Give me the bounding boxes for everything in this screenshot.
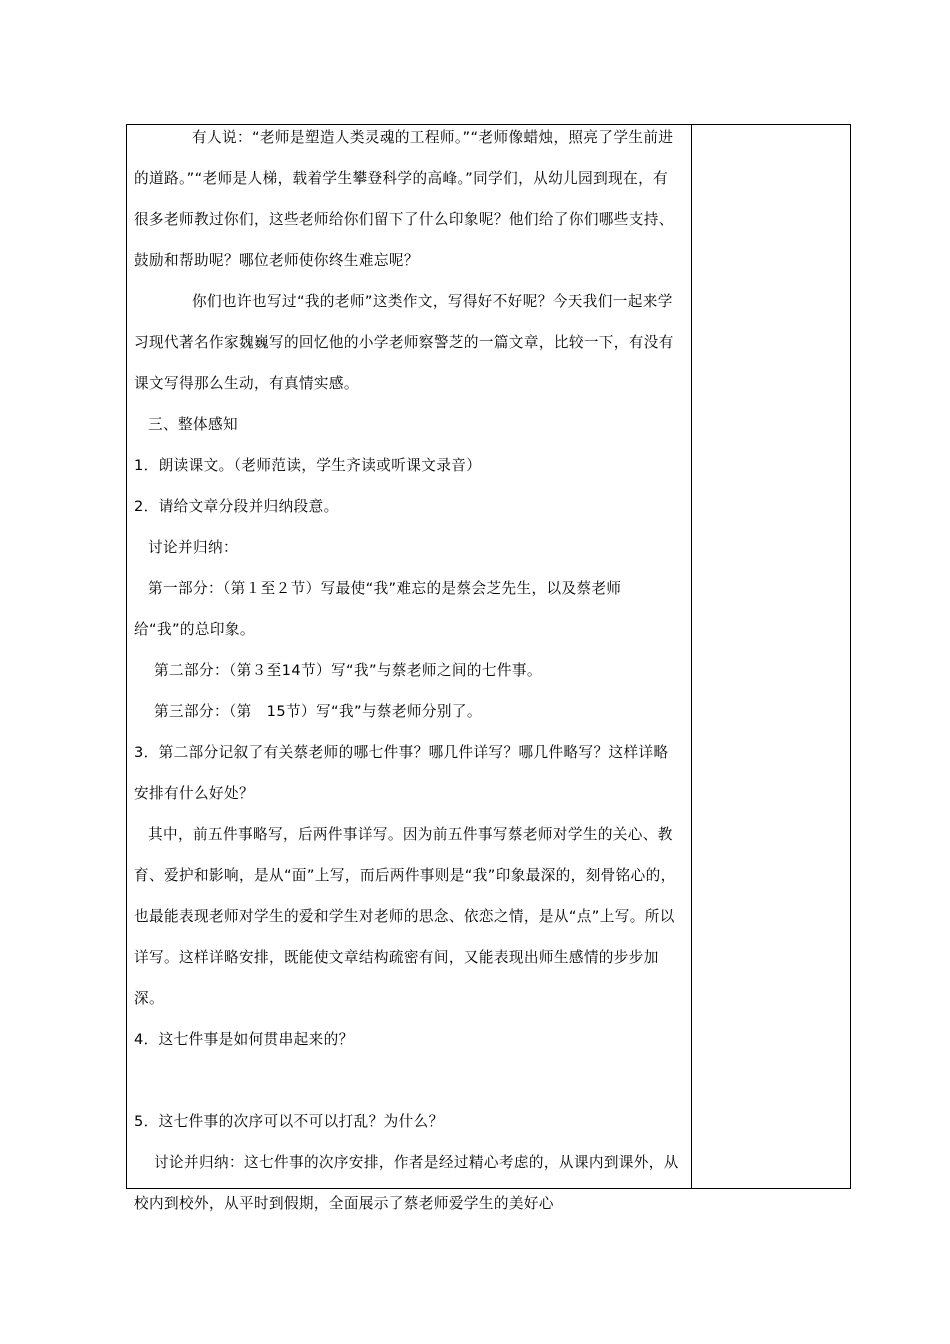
question-1: 1．朗读课文。（老师范读，学生齐读或听课文录音）: [134, 457, 482, 474]
answer-3: 其中，前五件事略写，后两件事详写。因为前五件事写蔡老师对学生的关心、教育、爱护和影响，是从“面”上写，而后两件事则是“我”印象最深的，刻骨铭心的，也最能表现老师对学生的爱和学生对老师的思念、依恋之情，是从“点”上写。所以详写。这样详略安排，既能使文章结构疏密有间，又能表现出师生感情的步步加深。: [134, 826, 676, 1007]
question-5: 5．这七件事的次序可以不可以打乱？为什么？: [134, 1113, 444, 1130]
notes-cell: [692, 125, 850, 1188]
question-2: 2．请给文章分段并归纳段意。: [134, 498, 339, 515]
part-3: 第三部分：（第 15节）写“我”与蔡老师分别了。: [154, 703, 482, 720]
question-4: 4．这七件事是如何贯串起来的？: [134, 1031, 354, 1048]
answer-5: 讨论并归纳：这七件事的次序安排，作者是经过精心考虑的，从课内到课外，从校内到校外，从平时到假期，全面展示了蔡老师爱学生的美好心: [134, 1154, 679, 1212]
part-2: 第二部分：（第３至14节）写“我”与蔡老师之间的七件事。: [154, 662, 542, 679]
blank-line: [134, 1060, 681, 1101]
part-1: 第一部分：（第１至２节）写最使“我”难忘的是蔡会芝先生，以及蔡老师给“我”的总印象。: [134, 580, 622, 638]
question-3: 3．第二部分记叙了有关蔡老师的哪七件事？哪几件详写？哪几件略写？这样详略安排有什么好处？: [134, 744, 669, 802]
discussion-label: 讨论并归纳：: [148, 539, 238, 556]
intro-paragraph: 有人说：“老师是塑造人类灵魂的工程师。”“老师像蜡烛，照亮了学生前进的道路。”“老师是人梯，载着学生攀登科学的高峰。”同学们，从幼儿园到现在，有很多老师教过你们，这些老师给你们留下了什么印象呢？他们给了你们哪些支持、鼓励和帮助呢？哪位老师使你终生难忘呢？: [134, 129, 674, 269]
section-heading: 三、整体感知: [148, 416, 238, 433]
lesson-table: [126, 124, 851, 1212]
lesson-content-cell: [127, 125, 692, 1212]
intro-paragraph-2: 你们也许也写过“我的老师”这类作文，写得好不好呢？今天我们一起来学习现代著名作家魏巍写的回忆他的小学老师察警芝的一篇文章，比较一下，有没有课文写得那么生动，有真情实感。: [134, 293, 674, 392]
